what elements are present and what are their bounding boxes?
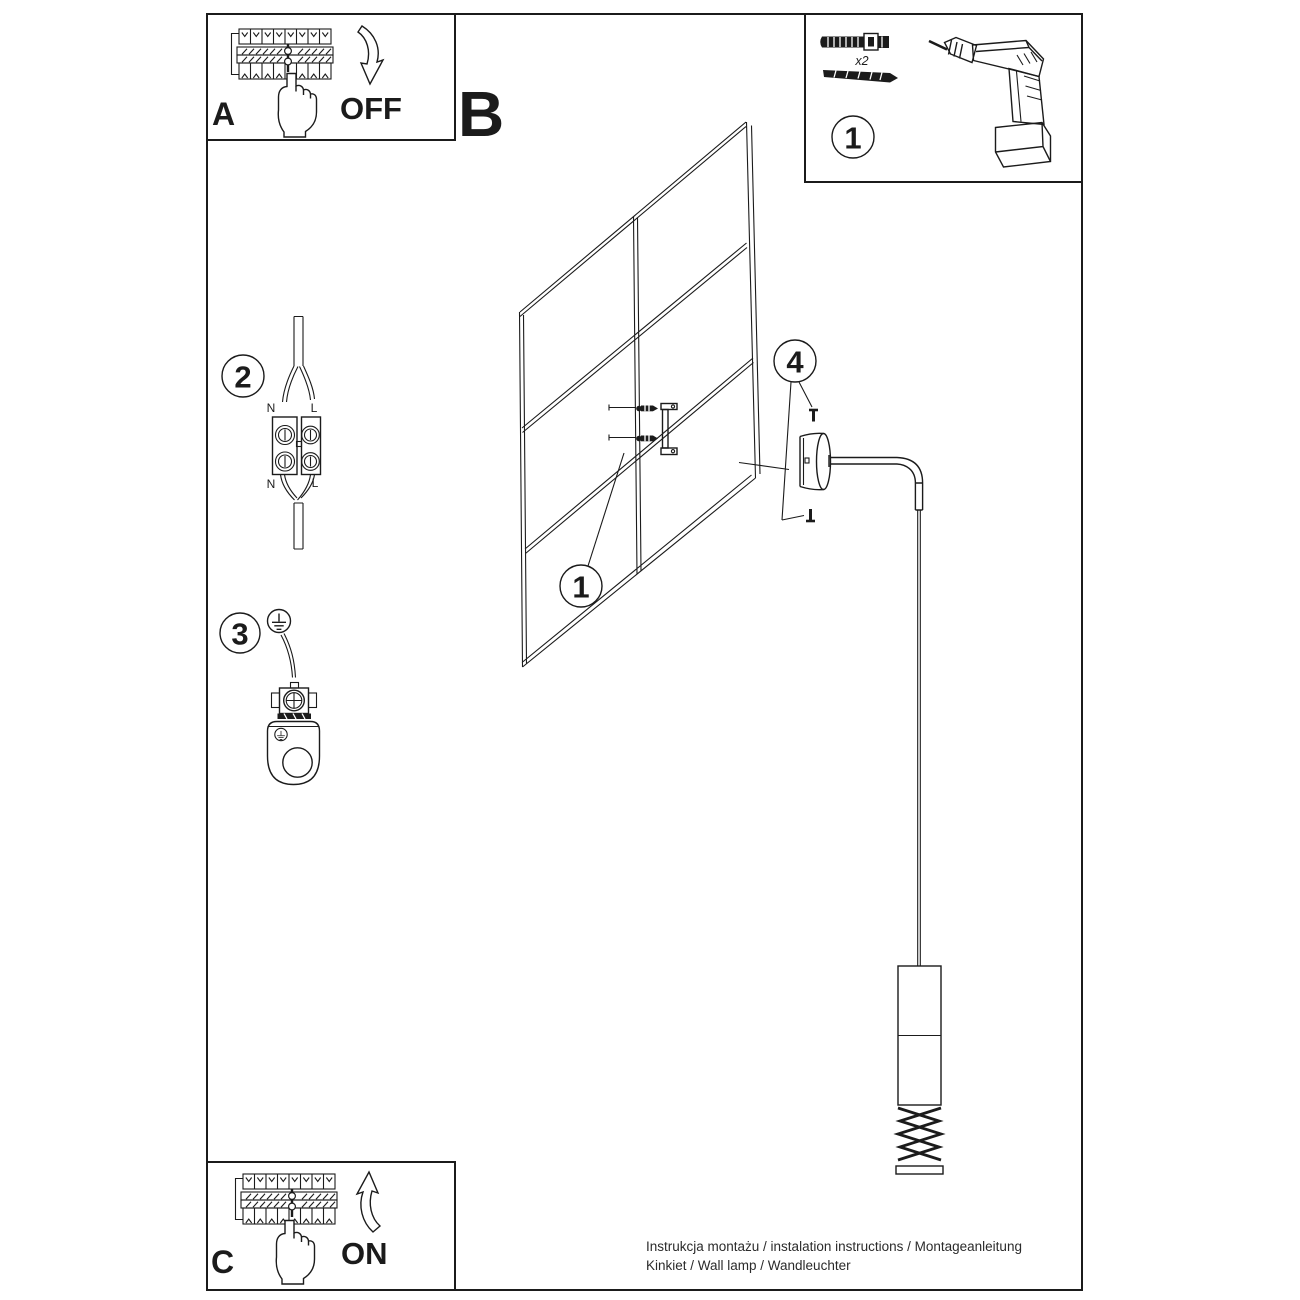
wall-callout-circle bbox=[560, 453, 624, 607]
step-b-label: B bbox=[458, 78, 505, 150]
grounding-callout-number: 3 bbox=[231, 616, 249, 652]
drill-icon bbox=[929, 38, 1051, 168]
arrow-down-icon bbox=[358, 26, 383, 84]
page-border bbox=[207, 14, 1082, 1290]
leader-lines bbox=[739, 382, 812, 520]
mounting-screw-drawing bbox=[823, 70, 898, 83]
hand-c bbox=[276, 1221, 314, 1285]
wiring-assembly bbox=[222, 317, 321, 550]
lamp-shade bbox=[898, 966, 941, 1105]
kit-callout-number: 1 bbox=[844, 120, 862, 156]
lamp-arm bbox=[829, 455, 923, 510]
off-label: OFF bbox=[340, 91, 402, 126]
wall-anchor-drawing bbox=[820, 34, 889, 51]
breaker-panel-a bbox=[232, 29, 334, 79]
canopy-callout-number: 4 bbox=[786, 344, 804, 380]
breaker-panel-c bbox=[236, 1174, 338, 1224]
wire-l-top-label: L bbox=[310, 401, 318, 415]
lamp-cord bbox=[918, 510, 921, 966]
on-label: ON bbox=[341, 1236, 388, 1271]
canopy-drawing bbox=[800, 433, 831, 489]
wire-n-bottom-label: N bbox=[266, 477, 276, 491]
step-a-label: A bbox=[212, 96, 236, 132]
wire-n-top-label: N bbox=[266, 401, 276, 415]
wall-callout-number: 1 bbox=[572, 569, 590, 605]
wall-drawing bbox=[520, 122, 761, 667]
wire-l-bottom-label: L bbox=[311, 476, 319, 490]
wall-screws bbox=[609, 405, 658, 442]
step-c-box bbox=[207, 1162, 455, 1290]
step-c-label: C bbox=[211, 1244, 235, 1280]
footer-line1: Instrukcja montażu / instalation instructions / Montageanleitung bbox=[646, 1239, 1022, 1254]
anchor-qty-label: x2 bbox=[855, 53, 869, 68]
wiring-callout-number: 2 bbox=[234, 359, 252, 395]
hand-a bbox=[278, 74, 316, 138]
footer-line2: Kinkiet / Wall lamp / Wandleuchter bbox=[646, 1258, 851, 1273]
shade-spring bbox=[896, 1108, 943, 1174]
arrow-up-icon bbox=[357, 1172, 380, 1232]
